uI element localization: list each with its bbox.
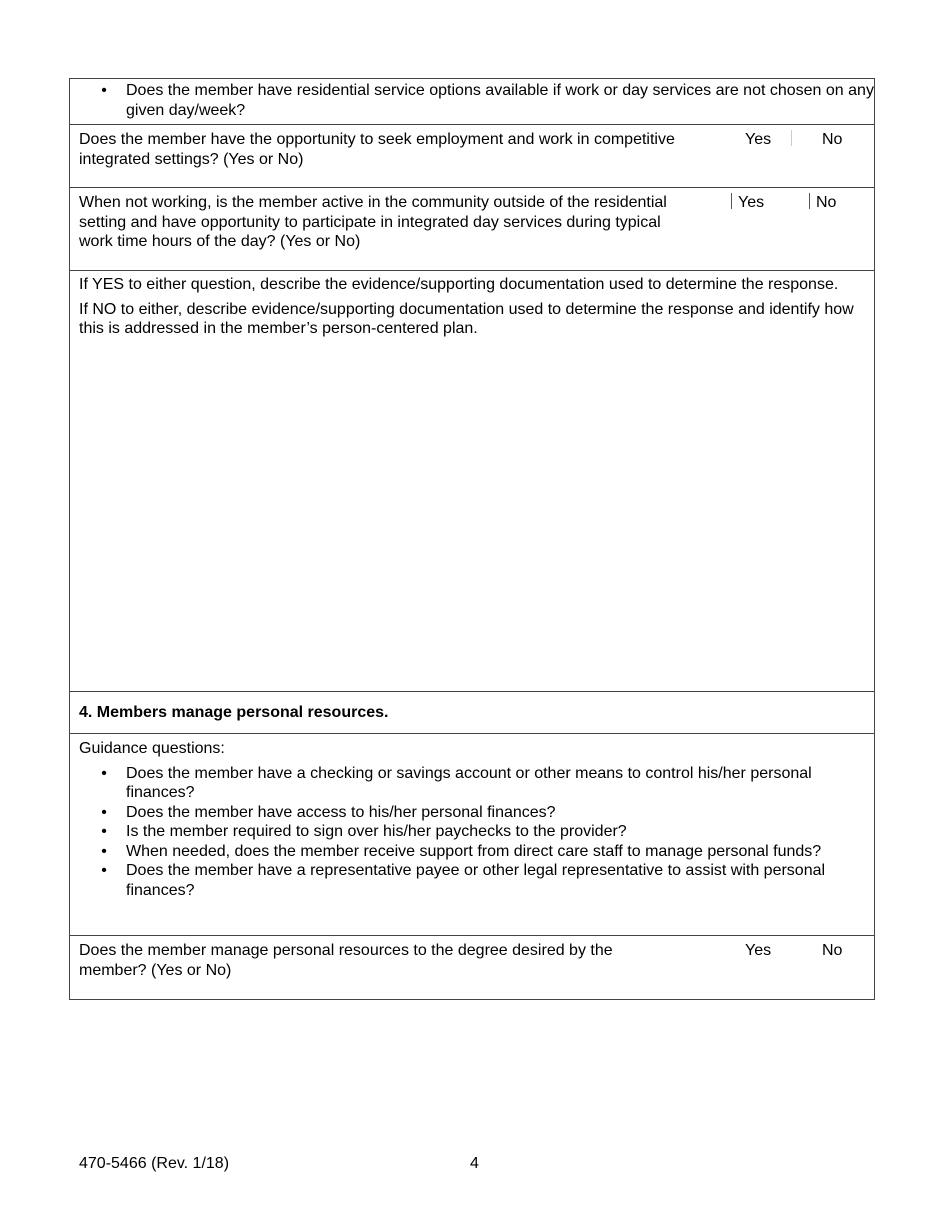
yes-label: Yes xyxy=(745,942,772,959)
residential-options-list xyxy=(70,81,874,120)
list-item xyxy=(70,822,874,842)
community-question-row xyxy=(70,188,874,271)
personal-resources-yes-option[interactable] xyxy=(745,941,771,961)
option-separator xyxy=(791,130,792,146)
option-separator xyxy=(731,193,732,209)
no-label: No xyxy=(822,131,843,148)
bullet-icon: • xyxy=(101,862,107,879)
guidance-questions-row xyxy=(70,734,874,936)
employment-yes-option[interactable] xyxy=(745,130,792,150)
option-separator xyxy=(809,193,810,209)
residential-options-row xyxy=(70,79,874,125)
page-number: 4 xyxy=(470,1155,479,1172)
employment-question-text: Does the member have the opportunity to seek employment and work in competitive integrated settings? (Yes or No) xyxy=(79,131,675,168)
community-question-text: When not working, is the member active in the community outside of the residential setting and have opportunity to participate in integrated day services during typical work time hours of the day? (Yes or No) xyxy=(79,194,667,250)
guidance-question-text: Does the member have a representative payee or other legal representative to assist with personal finances? xyxy=(126,862,826,899)
bullet-icon: • xyxy=(101,764,107,782)
employment-question-row xyxy=(70,125,874,188)
bullet-icon: • xyxy=(101,842,107,860)
personal-resources-question-row xyxy=(70,936,874,999)
list-item xyxy=(70,764,874,803)
form-number: 470-5466 (Rev. 1/18) xyxy=(79,1155,230,1172)
yes-label: Yes xyxy=(738,194,765,211)
no-label: No xyxy=(816,194,837,211)
section-4-heading: 4. Members manage personal resources. xyxy=(79,704,389,721)
no-label: No xyxy=(822,942,843,959)
yes-label: Yes xyxy=(745,131,772,148)
list-item xyxy=(70,861,874,900)
bullet-icon: • xyxy=(101,823,107,840)
guidance-question-text: When needed, does the member receive support from direct care staff to manage personal funds? xyxy=(126,842,822,860)
guidance-question-text: Does the member have a checking or savings account or other means to control his/her personal finances? xyxy=(126,764,812,801)
evidence-yes-instruction: If YES to either question, describe the evidence/supporting documentation used to determine the response. xyxy=(79,276,839,293)
guidance-questions-list xyxy=(70,764,874,901)
list-item xyxy=(70,842,874,862)
guidance-question-text: Is the member required to sign over his/her paychecks to the provider? xyxy=(126,823,627,840)
bullet-icon: • xyxy=(101,803,107,821)
bullet-icon: • xyxy=(101,82,107,99)
section-4-heading-row xyxy=(70,692,874,734)
evidence-no-instruction: If NO to either, describe evidence/supporting documentation used to determine the response and identify how this is addressed in the member’s person-centered plan. xyxy=(79,300,854,337)
residential-options-text: Does the member have residential service options available if work or day services are not chosen on any given day/week? xyxy=(126,82,874,119)
assessment-form-table xyxy=(69,78,875,1000)
guidance-label: Guidance questions: xyxy=(79,740,225,757)
personal-resources-question-text: Does the member manage personal resources to the degree desired by the member? (Yes or No) xyxy=(79,942,613,979)
community-yes-option[interactable] xyxy=(731,193,764,213)
evidence-response-row[interactable] xyxy=(70,271,874,692)
community-no-option[interactable] xyxy=(809,193,836,213)
employment-no-option[interactable] xyxy=(822,130,842,150)
list-item xyxy=(70,81,874,120)
list-item xyxy=(70,803,874,823)
personal-resources-no-option[interactable] xyxy=(822,941,842,961)
guidance-question-text: Does the member have access to his/her personal finances? xyxy=(126,803,556,821)
